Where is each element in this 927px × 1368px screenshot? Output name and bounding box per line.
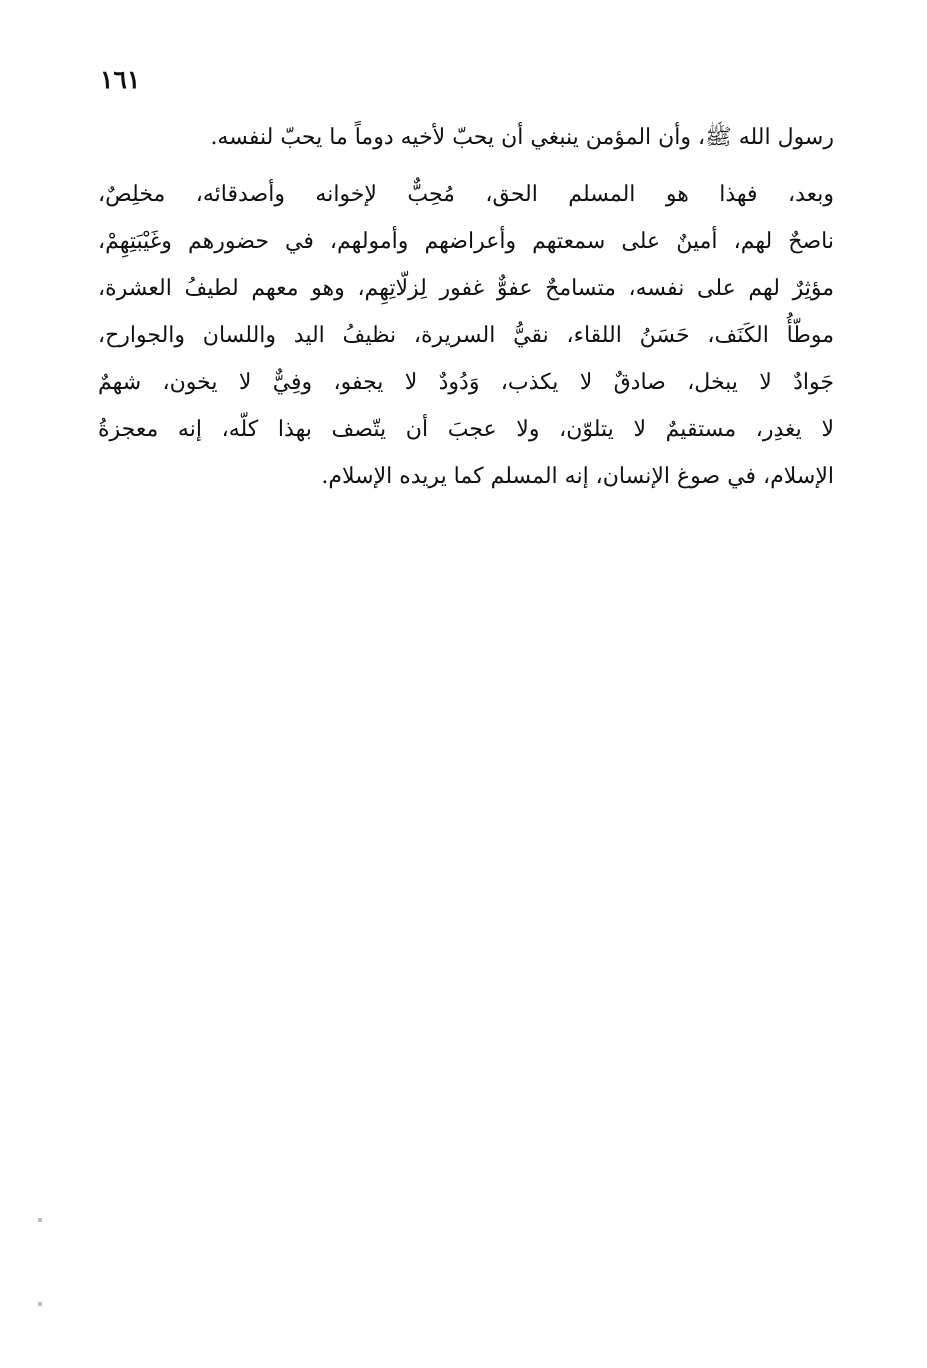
- text-line: الإسلام، في صوغ الإنسان، إنه المسلم كما يريده الإسلام.: [321, 464, 834, 489]
- paragraph-spacer: [98, 161, 834, 171]
- page-number: ١٦١: [100, 65, 141, 94]
- text-line: وبعد، فهذا هو المسلم الحق، مُحِبٌّ لإخوانه وأصدقائه، مخلِصٌ،: [98, 182, 834, 207]
- text-line: موطّأُ الكَنَف، حَسَنُ اللقاء، نقيُّ السريرة، نظيفُ اليد واللسان والجوارح،: [98, 323, 834, 348]
- body-text: [98, 114, 834, 500]
- text-line: مؤثِرٌ لهم على نفسه، متسامحٌ عفوٌّ غفور لِزلّاتِهِم، وهو معهم لطيفُ العشرة،: [98, 276, 834, 301]
- scan-speck: [38, 1302, 42, 1306]
- text-line: جَوادٌ لا يبخل، صادقٌ لا يكذب، وَدُودٌ لا يجفو، وفِيٌّ لا يخون، شهمٌ: [98, 370, 834, 395]
- paragraph-2: [98, 171, 834, 500]
- text-line: ناصحٌ لهم، أمينٌ على سمعتهم وأعراضهم وأمولهم، في حضورهم وغَيْبَتِهِمْ،: [98, 229, 834, 254]
- scan-speck: [38, 1218, 42, 1222]
- text-line: رسول الله ﷺ، وأن المؤمن ينبغي أن يحبّ لأخيه دوماً ما يحبّ لنفسه.: [210, 125, 834, 150]
- text-line: لا يغدِر، مستقيمٌ لا يتلوّن، ولا عجبَ أن يتّصف بهذا كلّه، إنه معجزةُ: [98, 417, 834, 442]
- paragraph-1: [98, 114, 834, 161]
